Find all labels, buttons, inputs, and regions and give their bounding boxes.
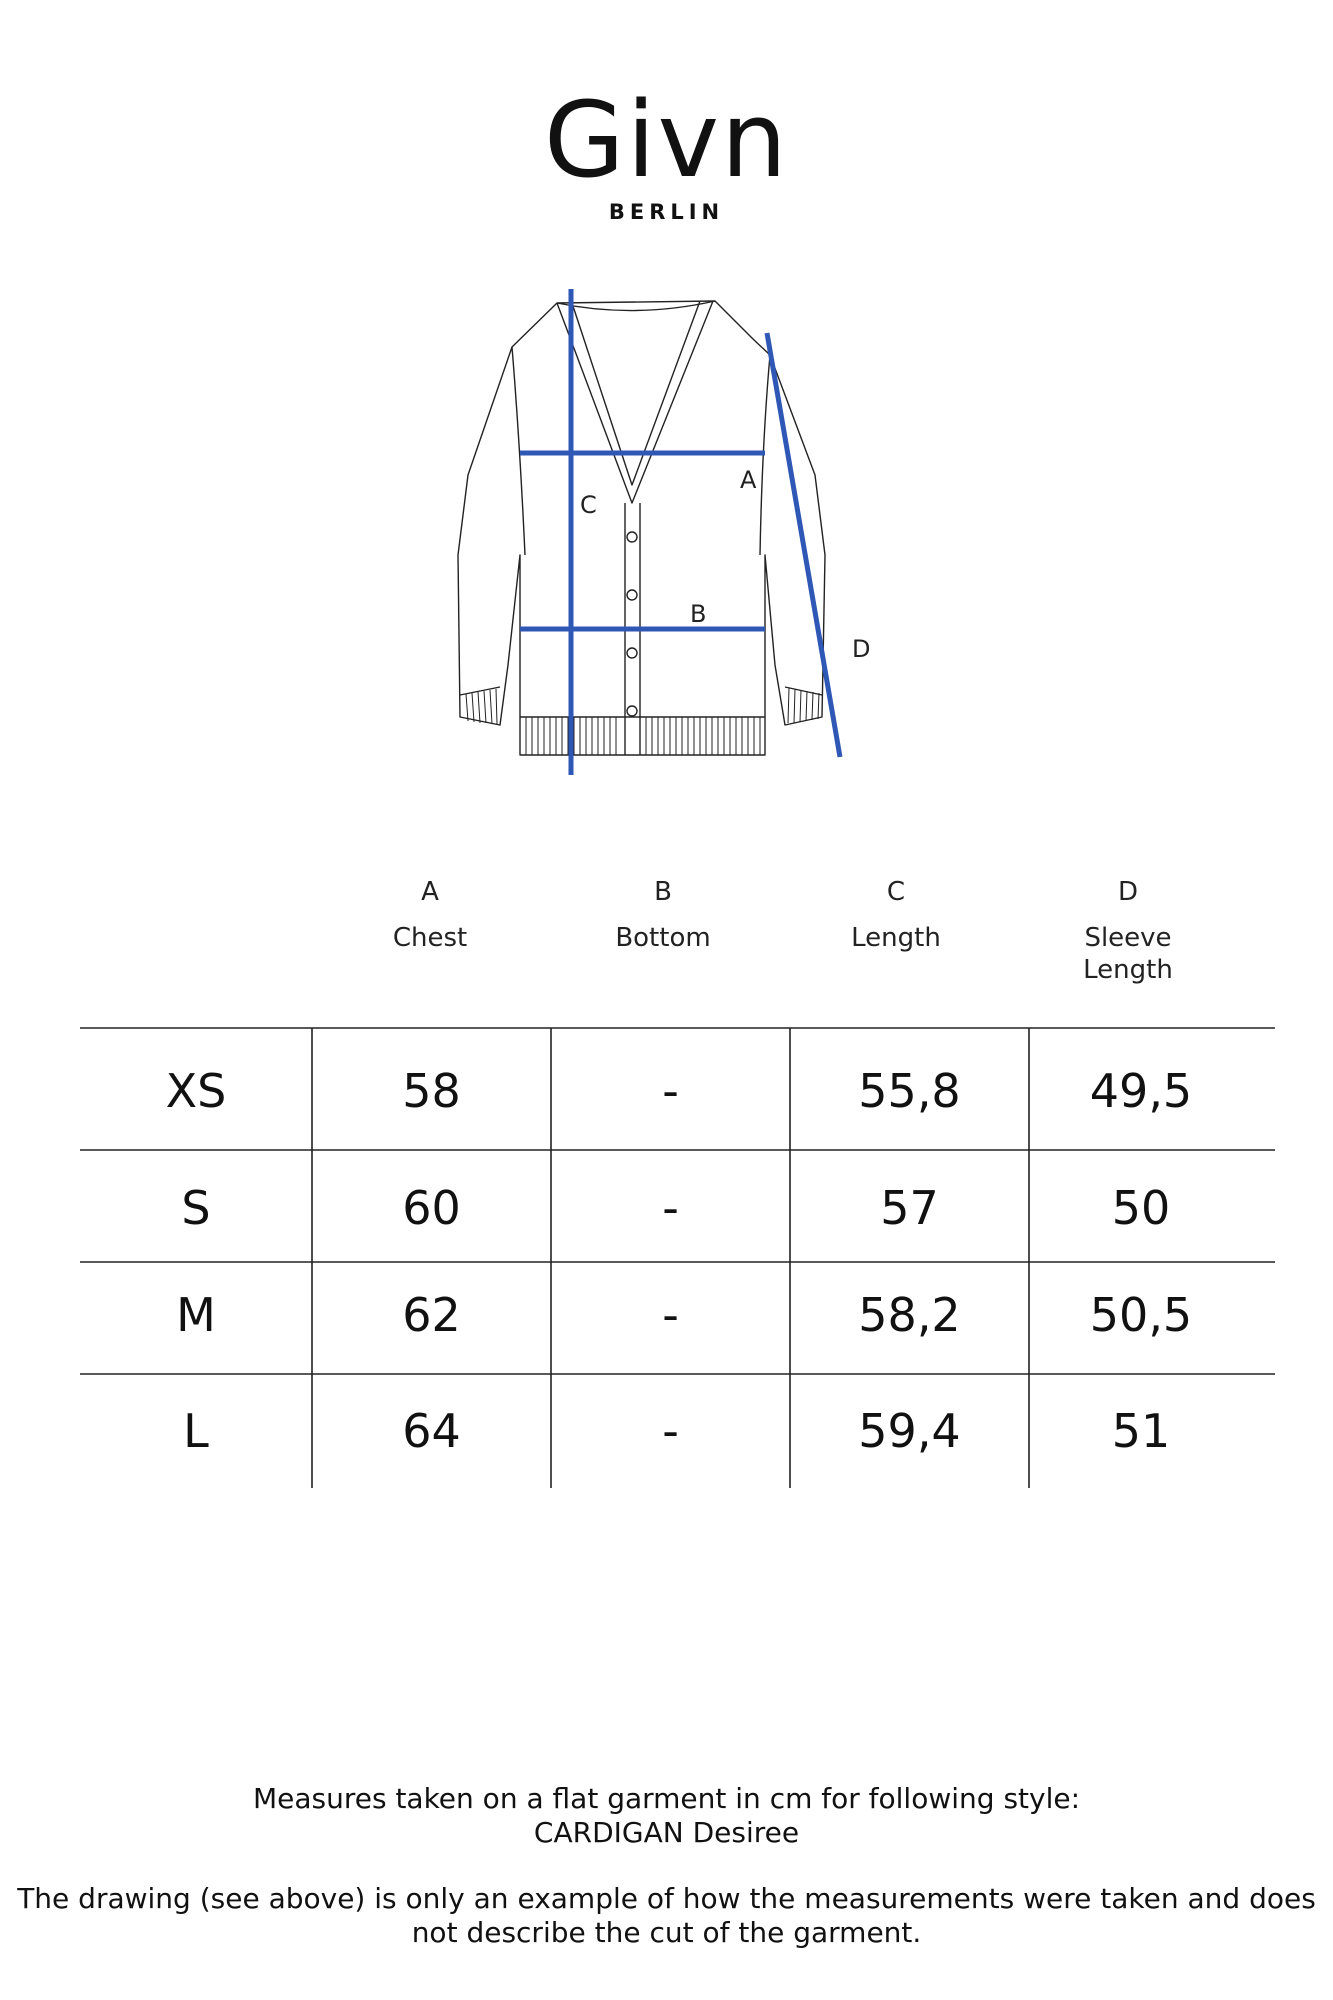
sleeve-length-cell-s: 50 (1111, 1181, 1171, 1235)
size-cell-l: L (183, 1404, 209, 1458)
bottom-cell-s: - (662, 1181, 679, 1235)
column-header-length (781, 876, 1011, 954)
chest-cell-l: 64 (402, 1404, 461, 1458)
size-cell-m: M (176, 1288, 216, 1342)
size-cell-xs: XS (165, 1064, 227, 1118)
sleeve-length-cell-xs: 49,5 (1089, 1064, 1193, 1118)
brand-logo: Givn (544, 79, 789, 201)
column-label: Chest (392, 923, 468, 953)
measurement-lines (520, 289, 840, 775)
drawing-label-b: B (690, 600, 707, 628)
column-letter: A (421, 877, 439, 907)
column-header-chest (315, 876, 545, 954)
length-cell-l: 59,4 (858, 1404, 961, 1458)
length-cell-m: 58,2 (858, 1288, 961, 1342)
column-header-sleeve-length (1013, 876, 1243, 986)
column-label: Length (851, 923, 941, 953)
drawing-label-d: D (852, 635, 871, 663)
disclaimer-line-1: The drawing (see above) is only an example of how the measurements were taken and does (17, 1882, 1316, 1915)
column-header-bottom (548, 876, 778, 954)
bottom-cell-xs: - (662, 1064, 679, 1118)
drawing-label-c: C (580, 491, 597, 519)
hem-ribbing (466, 688, 819, 755)
length-cell-xs: 55,8 (858, 1064, 961, 1118)
column-label: Bottom (615, 923, 711, 953)
measurement-note: Measures taken on a flat garment in cm for following style: (252, 1782, 1081, 1815)
chest-cell-xs: 58 (402, 1064, 461, 1118)
cardigan-drawing (420, 285, 940, 805)
column-letter: B (654, 877, 672, 907)
column-label: Sleeve Length (1083, 923, 1173, 985)
cardigan-outline (458, 301, 825, 755)
column-letter: C (886, 877, 906, 907)
length-cell-s: 57 (880, 1181, 939, 1235)
sleeve-length-cell-m: 50,5 (1089, 1288, 1193, 1342)
drawing-label-a: A (740, 466, 757, 494)
measure-line-d (767, 333, 840, 757)
disclaimer-line-2: not describe the cut of the garment. (411, 1916, 922, 1949)
chest-cell-s: 60 (402, 1181, 461, 1235)
bottom-cell-l: - (662, 1404, 679, 1458)
size-cell-s: S (181, 1181, 211, 1235)
chest-cell-m: 62 (402, 1288, 461, 1342)
sleeve-length-cell-l: 51 (1111, 1404, 1171, 1458)
column-letter: D (1117, 877, 1139, 907)
bottom-cell-m: - (662, 1288, 679, 1342)
style-name: CARDIGAN Desiree (533, 1816, 800, 1849)
brand-city: BERLIN (608, 200, 725, 224)
